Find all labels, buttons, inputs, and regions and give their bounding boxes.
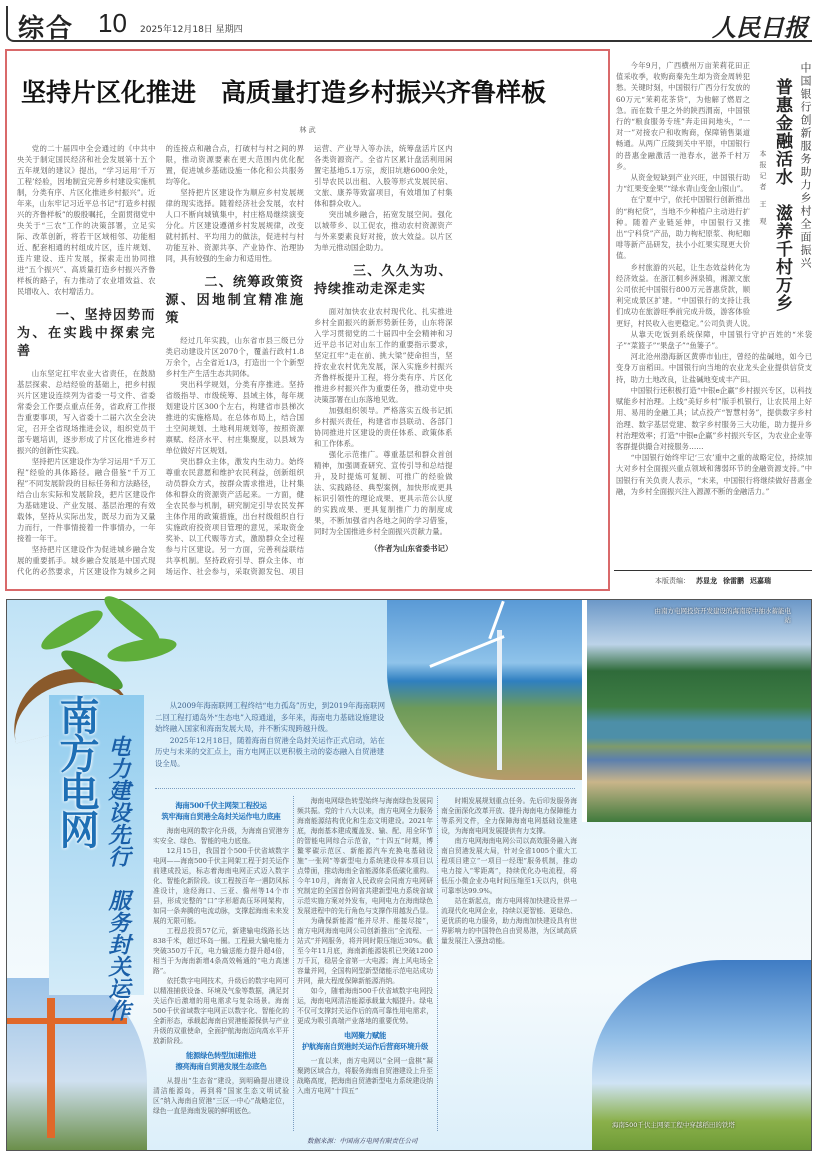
section-heading: 二、统筹政策资源、因地制宜精准施策 [165,275,304,326]
ad-column-3 [441,796,577,946]
paragraph: 突出科学规划，分类有序推进。坚持省级指导、市级统筹、县域主体，每年规划建设片区300个左右，构建省市县梯次推进的实施格局。在总体布局上，结合国土空间规划、土地利用规划等，按照资源禀赋、经济水平、村庄集聚度，以县域为单位做好片区规划。 [165,380,304,455]
section-heading: 一、坚持因势而为、在实践中探索完善 [17,308,156,359]
turbine-blade [429,635,504,668]
photo-caption: 海南500千伏主网架工程中穿越稻田的铁塔 [612,1121,735,1129]
section-heading: 三、久久为功、持续推动走深走实 [314,264,453,297]
ad-intro [155,700,390,769]
article-author: 林 武 [299,126,316,134]
column-heading: 筑牢海南自贸港全岛封关运作电力底座 [161,812,281,821]
paragraph: 12月15日，我国首个500千伏省域数字电网——海南500千伏主网架工程于封关运作前建成投运，标志着海南电网正式迈入数字化、智能化新阶段。该工程按百年一遇防风标准设计，途经海口、三亚、儋州等14个市县，形成完整的“口”字形超高压环网架构，如同一条奔腾的电流动脉，支撑起海南未来发展的无限可能。 [153,847,289,925]
masthead [6,6,812,42]
brand-title: 南方电网 [53,695,99,847]
dotted-divider [155,788,575,789]
editors-label: 本版责编： [655,577,690,585]
paragraph: “中国银行始终牢记‘三农’重中之重的战略定位，持续加大对乡村全面振兴重点领域和薄弱环节的金融资源支持。”中国银行有关负责人表示，“未来，中国银行将继续做好普惠金融，为乡村全面振兴注入源源不断的金融活力。” [616,453,812,496]
newspaper-logo: 人民日报 [712,13,808,42]
pumped-storage-photo [582,600,811,822]
paragraph: 时期发展规划重点任务。先后印发服务海南全面深化改革开放、提升海南电力保障能力等系列文件，全力保障海南电网基础设施建设，为海南电网发展提供有力支撑。 [441,797,577,835]
paragraph: 2025年12月18日，随着海南自贸港全岛封关运作正式启动，站在历史与未来的交汇点上，南方电网正以更积极主动的姿态融入自贸港建设全局。 [155,735,385,768]
wind-turbine-photo [387,600,582,780]
article-title: 坚持片区化推进 高质量打造乡村振兴齐鲁样板 [21,78,547,107]
palm-leaf [106,634,178,666]
ad-column-2 [297,796,433,1096]
paragraph: 南方电网海南电网公司以高效服务融入海南自贸港发展大局，针对全省1005个重大工程项目建立“一项目一经理”服务机制，推动电力接入“零距离”，持续优化办电流程，将低压小微企业办电时间压缩至1天以内，供电可靠率达99.9%。 [441,837,577,895]
paragraph: 坚持把片区建设作为促进城乡融合发展的重要抓手。城乡融合发展是中国式现代化的必然要求，片区建设作为城乡之间的连接点和融合点，打破村与村之间的界限，推动资源要素在更大范围内优化配置，促进城乡基础设施一体化和公共服务均等化。 [17,144,304,576]
side-article-kicker: 中国银行创新服务助力乡村全面振兴 [799,62,812,270]
palm-leaf [37,604,108,656]
data-source: 数据来源：中国南方电网有限责任公司 [307,1137,418,1145]
article-body [17,143,601,583]
paragraph: 山东坚定扛牢农业大省责任，在鼓励基层探索、总结经验的基础上，把乡村振兴片区建设连续列为省委一号文件、省委常委会工作要点重点任务，省政府工作报告重要事项，写入省委十二届六次全会决定，召开全省现场推进会议，组织党员干部专题培训，逐步形成了片区化推进乡村振兴的创新性实践。 [17,369,156,455]
editor-name: 苏显龙 [696,576,717,585]
author-note: （作者为山东省委书记） [370,544,453,553]
dotted-divider [437,796,438,1131]
paragraph: 突出群众主体，激发内生动力。始终尊重农民意愿和维护农民利益，创新组织动员群众方式，按群众需求推进，让村集体和群众的资源资产活起来。一方面，健全农民参与机制，研究制定引导农民发挥主体作用的政策措施，出台村级组织自行实施政府投资项目管理的意见，采取资金奖补、以工代赈等方式，激励群众全过程参与片区建设。另一方面，完善利益联结共享机制。坚持政府引导、群众主体、市场运作、社会参与，采取资源发包、项目运营、产业导入等办法，统筹盘活片区内各类资源资产。全省片区累计盘活利用闲置宅基地5.1万宗，废旧坑塘6000余处，引导农民以出租、入股等形式发展民宿、文旅、康养等致富项目，有效增加了村集体和群众收入。 [165,144,453,576]
section-name: 综合 [18,14,75,44]
transmission-tower-photo [592,960,811,1150]
page-editors [614,576,812,586]
side-article-headline: 普惠金融活水 滋养千村万乡 [772,78,792,312]
paragraph: 为确保新能源“能并尽并、能接尽接”，南方电网海南电网公司创新推出“全流程、一站式”并网服务，将并网时限压缩近30%。截至今年11月底，海南新能源装机已突破1200万千瓦，稳居全省第一大电源；海上风电场全容量并网，全国构网型新型储能示范电站成功并网，最大程度保障新能源消纳。 [297,917,433,985]
paragraph: 一直以来，南方电网以“全网一盘棋”凝聚跨区域合力，将服务海南自贸港建设上升至战略高度，把海南自贸港新型电力系统建设纳入南方电网“十四五” [297,1057,433,1095]
column-heading: 护航海南自贸港封关运作后营商环境升级 [302,1042,428,1051]
dotted-divider [293,796,294,1131]
column-heading: 海南500千伏主网架工程投运 [175,801,267,810]
paragraph: 强化示范推广。尊重基层和群众首创精神，加强调查研究、宣传引导和总结提升，及时提炼可复制、可推广的经验做法、实践路径、典型案例，加快形成更具标识引领性的理论成果、更具示范公认度的实践成果、更具复制推广力的制度成果，不断加强省内各地之间的学习借鉴，同时为全国推进乡村全面振兴贡献力量。 [314,450,453,536]
paragraph: 中国银行还积极打造“中银e企赢”乡村振兴专区，以科技赋能乡村治理。上线“美好乡村”版手机银行，让农民用上好用、易用的金融工具；试点投产“智慧村务”，提供数字乡村治理、数字基层党建、数字乡村服务三大功能，助力提升乡村治理效率；打造“中银e企赢”乡村振兴专区，为农业企业等客群提供撮合对接服务…… [616,385,812,451]
main-article [5,49,610,591]
paragraph: 如今，随着海南500千伏省域数字电网投运，海南电网清洁能源承载量大幅提升。绿电不仅可支撑封关运作后的高可靠性用电需求，更成为吸引高端产业落地的重要优势。 [297,987,433,1025]
paragraph: 河北沧州渤海新区黄骅市仙庄，曾经的盐碱地，如今已变身万亩稻田。中国银行向当地的农业龙头企业提供信贷支持，助力土地改良，让盐碱地变成丰产田。 [616,352,812,384]
issue-date: 2025年12月18日 星期四 [140,25,243,35]
paragraph: 乡村旅游的兴起，让生态效益转化为经济效益。在浙江桐乡洲泉镇，湘源文旅公司依托中国银行800万元普惠贷款，顺利完成景区扩建。“中国银行的支持让我们成功在旅游旺季前完成升级，游客体验更好，村民收入也更稳定。”公司负责人说。 [616,262,755,328]
side-article-byline: 本报记者 王 观 [759,150,767,229]
csg-advertorial [6,599,812,1151]
paragraph: 从提出“生态省”建设，到明确提出建设清洁能源岛，再到将“国家生态文明试验区”纳入海南自贸港“三区一中心”战略定位，绿色一直是海南发展的鲜明底色。 [153,1077,289,1115]
paragraph: 从2009年海南联网工程终结“电力孤岛”历史，到2019年海南联网二回工程打通岛外“生态电”入琼通道，多年来，海南电力基础设施建设始终融入国家和海南发展大局，并不断实现跨越升级。 [155,701,385,733]
ad-slogan: 电力建设先行 服务封关运作 [105,735,130,1021]
column-heading: 擦亮海南自贸港发展生态底色 [175,1062,267,1071]
paragraph: 站在新起点，南方电网将加快建设世界一流现代化电网企业，持续以更智能、更绿色、更优质的电力服务，助力海南加快建设具有世界影响力的中国特色自由贸易港，为区域高质量发展注入强劲动能。 [441,897,577,945]
editor-name: 徐雷鹏 [723,576,744,585]
paragraph: 党的二十届四中全会通过的《中共中央关于制定国民经济和社会发展第十五个五年规划的建议》提出，“学习运用‘千万工程’经验，因地制宜完善乡村建设实施机制，分类有序、片区化推进乡村振兴”。近年来，山东牢记习近平总书记“打造乡村振兴的齐鲁样板”的殷殷嘱托，全面贯彻党中央关于“三农”工作的决策部署，立足实际、改革创新，将若干区域相邻、功能相近、配套相通的村组成片区，连片规划、连片建设、连片发展，探索走出协同推进“五个振兴”、高质量打造乡村振兴齐鲁样板的路子，有力推动了农业增效益、农民增收入、农村增活力。 [17,144,156,296]
paragraph: 在宁夏中宁，依托中国银行创新推出的“枸杞贷”，当地不少种植户主动进行扩种。随着产业链延伸，中国银行又推出“宁科贷”产品，助力枸杞原浆、枸杞咖啡等新产品研发，扶小小红果实现更大价值。 [616,195,750,261]
paragraph: 面对加快农业农村现代化、扎实推进乡村全面振兴的新形势新任务，山东将深入学习贯彻党的二十届四中全会精神和习近平总书记对山东工作的重要指示要求，坚定扛牢“走在前、挑大梁”使命担当，坚持农业农村优先发展，深入实施乡村振兴齐鲁样板提升工程，将分类有序、片区化推进乡村振兴作为重要任务，推动党中央决策部署在山东落地见效。 [314,307,453,404]
paragraph: 突出城乡融合，拓宽发展空间。强化以城带乡、以工促农，推动农村资源资产与外来要素良好对接，放大效益。以片区为单元推动国企助力。 [314,210,453,252]
paragraph: 今年9月，广西横州万亩茉莉花田正值采收季，收购商秦先生却为资金周转犯愁。关键时刻，中国银行广西分行发放的60万元“茉莉花茶贷”，为他解了燃眉之急。而在数千里之外的陕西渭南，中国银行的“粮食服务专班”奔走田间地头，“一对一”对接农户和收购商，保障销售渠道畅通。从两广丘陵到关中平原，中国银行的普惠金融激活一池春水，滋养千村万乡。 [616,61,750,171]
paragraph: 依托数字电网技术，升级后的数字电网可以精准捕获设备、环境及气象等数据，满足封关运作后激增的用电需求与复杂场景。海南500千伏省域数字电网正以数字化、智能化的全新形态，承载起海南自贸港能源保供与产业升级的双重使命，全面护航海南迈向高水平开放新阶段。 [153,977,289,1045]
paragraph: 工程总投资57亿元，新建输电线路长达838千米，超过环岛一圈。工程最大输电能力突破350万千瓦，电力输送能力提升超4倍，相当于为海南新增4条高效畅通的“电力高速路”。 [153,927,289,975]
paragraph: 从资金短缺到产业兴旺，中国银行助力“红果变金果”“绿水青山变金山银山”。 [616,173,750,194]
paragraph: 海南电网绿色转型始终与海南绿色发展同频共振。党的十八大以来，南方电网全力服务海南能源结构优化和生态文明建设。2021年底，海南基本建成覆盖发、输、配、用全环节的智能电网综合示范省，“十四五”时期，博鳌零碳示范区、新能源汽车充换电基础设施“一张网”等新型电力系统建设样本项目以点带面，推动海南全省能源体系低碳化重构。今年10月，海南省人民政府会同南方电网研究制定的全国首份网省共建新型电力系统省域示范实施方案对外发布，电网电力在海南绿色发展进程中的先行角色与支撑作用越发凸显。 [297,797,433,915]
paragraph: 坚持把片区建设作为顺应乡村发展规律的现实选择。随着经济社会发展，农村人口不断向城镇集中，村庄格局继续演变分化。片区建设遵循乡村发展规律，改变就村抓村、平均用力的做法，促进村与村功能互补、资源共享、产业协作、治理协同，具有较强的生命力和适用性。 [165,188,304,263]
photo-caption: 由南方电网投资开发建设的海南琼中抽水蓄能电站 [654,607,791,624]
paragraph: 经过几年实践，山东省市县三级已分类启动建设片区2070个，覆盖行政村1.8万余个，占全省近1/3，打造出一个个新型乡村生产生活生态共同体。 [165,336,304,378]
editor-name: 迟嘉瑞 [750,576,771,585]
divider [614,570,812,571]
paragraph: 坚持把片区建设作为学习运用“千万工程”经验的具体路径。融合借鉴“千万工程”不同发展阶段的目标任务和方法路径，结合山东实际和发展阶段，把片区建设作为基础建设、产业发展、基层治理的有效载体，坚持从实际出发，既尽力而为又量力而行，一件事情接着一件事情办，一年接着一年干。 [17,457,156,543]
ad-column-1 [153,796,289,1116]
turbine-tower [497,630,502,770]
page-number: 10 [98,8,127,38]
paragraph: 海南电网的数字化升级，为海南自贸港夯实安全、绿色、智能的电力底座。 [153,827,289,845]
paragraph: 加强组织领导。严格落实五级书记抓乡村振兴责任，构建省市县联动、各部门协同推进片区建设的责任体系、政策体系和工作体系。 [314,406,453,448]
column-heading: 能源绿色转型加速推进 [186,1051,256,1060]
paragraph: 从靠天吃饭到系统保障，中国银行守护百姓的“米袋子”“菜篮子”“果盘子”“鱼篓子”。 [616,329,812,351]
column-heading: 电网聚力赋能 [344,1031,386,1040]
